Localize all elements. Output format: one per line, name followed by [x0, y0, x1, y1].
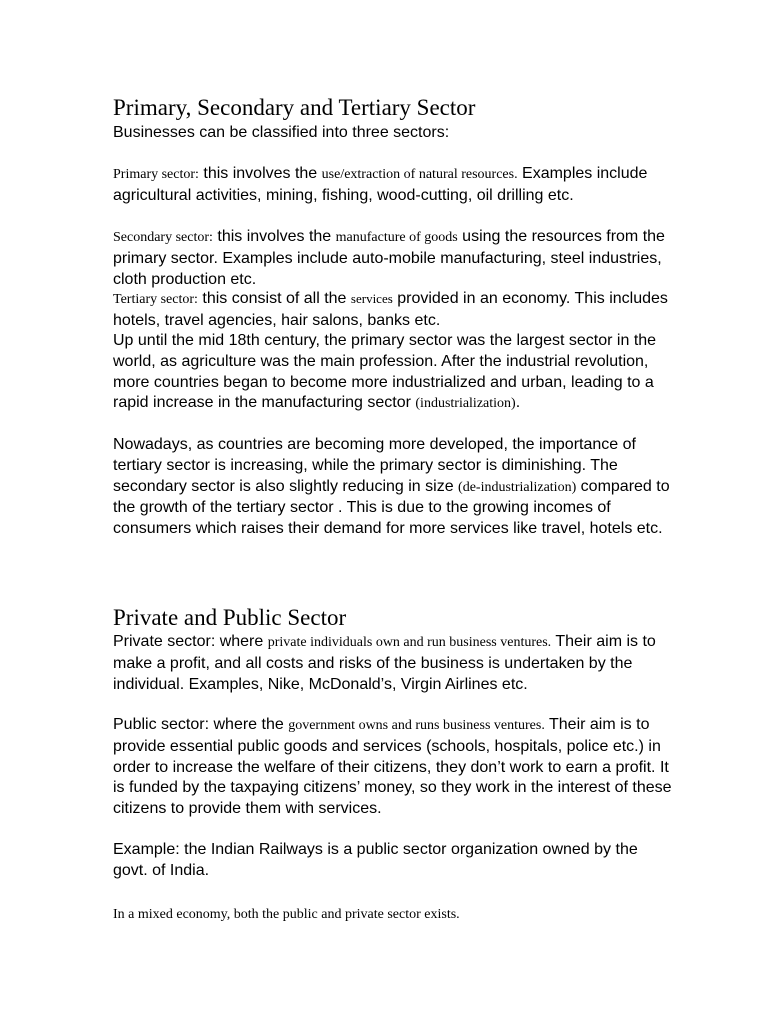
tertiary-sector-label: Tertiary sector:: [113, 292, 198, 307]
tertiary-highlight: services: [350, 291, 393, 306]
history-text-2: .: [515, 394, 521, 412]
intro-paragraph: Businesses can be classified into three sectors:: [113, 124, 450, 141]
section-heading-private-public: Private and Public Sector: [113, 605, 347, 630]
public-highlight: government owns and runs business ventures.: [288, 718, 545, 733]
primary-sector-label: Primary sector:: [113, 167, 199, 182]
example-paragraph: Example: the Indian Railways is a public sector organization owned by the govt. of India.: [113, 841, 638, 879]
history-text-1: Up until the mid 18th century, the primary sector was the largest sector in the world, as agriculture was the main profession. After the industrial revolution, more countries began to become more industrialized and urban, leading to a rapid increase in the manufacturing sector: [113, 332, 657, 412]
nowadays-text-1: Nowadays, as countries are becoming more developed, the importance of tertiary sector is increasing, while the primary sector is diminishing. The secondary sector is also slightly reducing in size: [113, 436, 636, 495]
private-text-1: Private sector: where: [113, 633, 268, 650]
secondary-sector-label: Secondary sector:: [113, 230, 213, 245]
nowadays-text-2: compared to the growth of the tertiary sector . This is due to the growing incomes of consumers which raises their demand for more services like travel, hotels etc.: [113, 477, 670, 538]
tertiary-sector-paragraph: [113, 289, 673, 332]
mixed-economy-note: In a mixed economy, both the public and private sector exists.: [113, 907, 460, 922]
nowadays-highlight: (de-industrialization): [458, 479, 577, 495]
nowadays-paragraph: [113, 435, 673, 540]
public-text-1: Public sector: where the: [113, 716, 289, 733]
secondary-sector-paragraph: [113, 227, 673, 290]
secondary-text-2: using the resources from the primary sector. Examples include auto-mobile manufacturing, steel industries, cloth production etc.: [113, 228, 665, 288]
primary-text-2: Examples include agricultural activities, mining, fishing, wood-cutting, oil drilling etc.: [113, 165, 648, 204]
tertiary-text-2: provided in an economy. This includes hotels, travel agencies, hair salons, banks etc.: [113, 290, 668, 329]
private-sector-paragraph: [113, 632, 673, 695]
secondary-text-1: this involves the: [212, 228, 336, 245]
public-text-2: Their aim is to provide essential public goods and services (schools, hospitals, police etc.) in order to increase the welfare of their citizens, they don’t work to earn a profit. It is funded by the taxpaying citizens’ money, so they work in the interest of these citizens to provide them with services.: [113, 716, 672, 818]
secondary-highlight: manufacture of goods: [335, 230, 458, 245]
primary-sector-paragraph: [113, 164, 673, 207]
history-paragraph: [113, 331, 673, 415]
public-sector-paragraph: [113, 715, 673, 820]
primary-highlight: use/extraction of natural resources.: [321, 167, 518, 182]
primary-text-1: this involves the: [198, 165, 322, 182]
tertiary-text-1: this consist of all the: [197, 290, 351, 307]
section-heading-sectors: Primary, Secondary and Tertiary Sector: [113, 95, 476, 120]
private-text-2: Their aim is to make a profit, and all costs and risks of the business is undertaken by the individual. Examples, Nike, McDonald’s, Virgin Airlines etc.: [113, 633, 656, 693]
history-highlight: (industrialization): [415, 396, 516, 412]
private-highlight: private individuals own and run business ventures.: [267, 635, 552, 650]
